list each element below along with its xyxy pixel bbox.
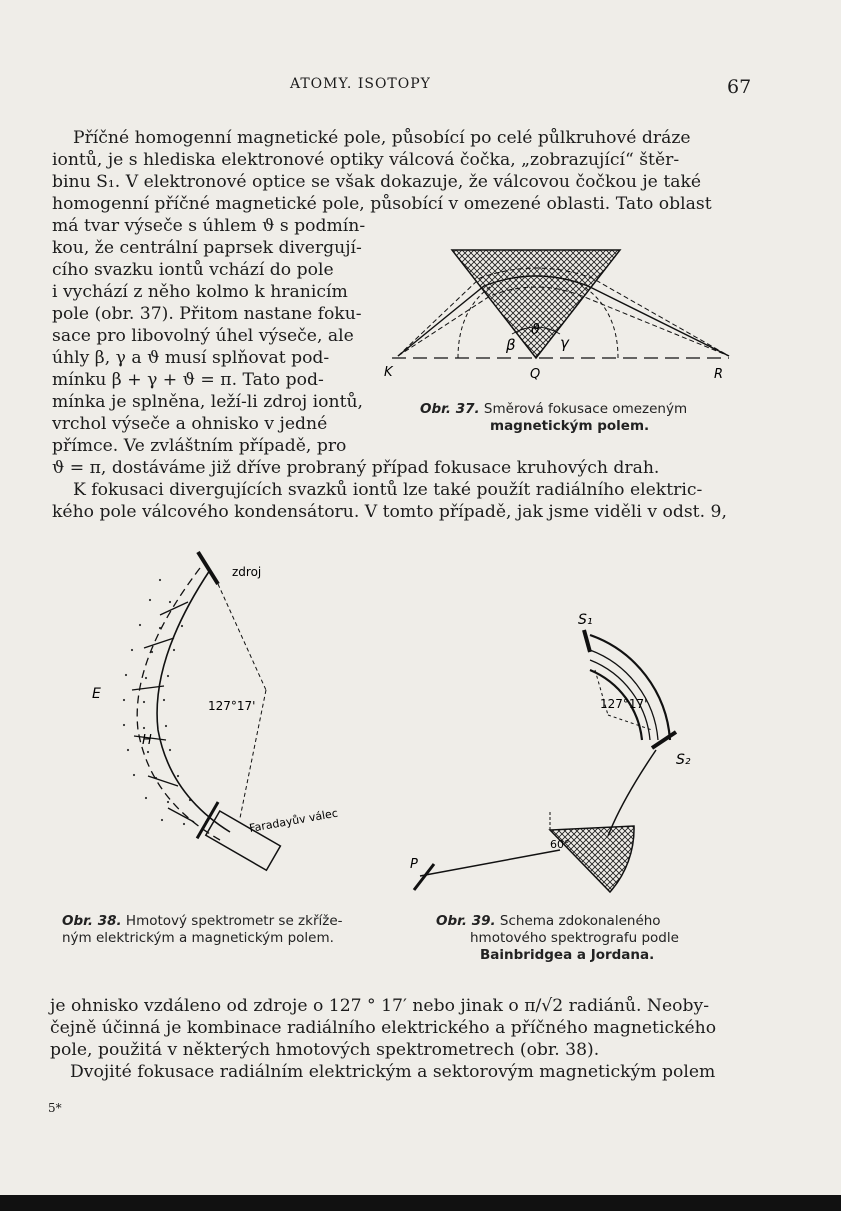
text-line: i vychází z něho kolmo k hranicím [52, 282, 348, 302]
figure-38-caption [62, 913, 343, 930]
label-angle: 127°17' [600, 697, 648, 711]
faraday-cup [197, 802, 284, 876]
text-line: sace pro libovolný úhel výseče, ale [52, 326, 354, 346]
figure-38-diagram [90, 540, 380, 895]
text-line: kou, že centrální paprsek divergují- [52, 238, 362, 258]
label-faraday-cup: Faradayův válec [248, 806, 339, 835]
figure-38-caption-line2: ným elektrickým a magnetickým polem. [62, 930, 334, 946]
label-source: zdroj [232, 565, 262, 579]
text-line: kého pole válcového kondensátoru. V tomto případě, jak jsme viděli v odst. 9, [52, 502, 727, 522]
signature-mark: 5* [48, 1101, 62, 1115]
text-line: má tvar výseče s úhlem ϑ s podmín- [52, 216, 366, 236]
text-line: přímce. Ve zvláštním případě, pro [52, 436, 347, 456]
source-slit [198, 552, 218, 584]
label-S2: S₂ [676, 752, 691, 768]
ion-beam [420, 850, 560, 876]
caption-label: Obr. 37. [420, 401, 480, 417]
text-line: Dvojité fokusace radiálním elektrickým a sektorovým magnetickým polem [70, 1062, 716, 1082]
label-K: K [384, 365, 393, 380]
label-Q: Q [530, 367, 541, 382]
label-angle: 127°17' [208, 699, 256, 713]
caption-text: Hmotový spektrometr se zkříže- [125, 913, 343, 929]
label-P: P [410, 857, 418, 872]
condenser-plate [590, 635, 670, 740]
text-line: mínku β + γ + ϑ = π. Tato pod- [52, 370, 324, 390]
field-tick [168, 808, 194, 822]
label-gamma: γ [560, 334, 569, 352]
text-line: je ohnisko vzdáleno od zdroje o 127 ° 17′ nebo jinak o π/√2 radiánů. Neoby- [50, 996, 710, 1016]
field-tick [148, 776, 178, 786]
figure-37-caption-line2: magnetickým polem. [490, 418, 650, 434]
text-line: mínka je splněna, leží-li zdroj iontů, [52, 392, 364, 412]
label-H: H [142, 733, 152, 748]
ion-beam [608, 750, 656, 836]
label-S1: S₁ [578, 612, 593, 628]
text-line: cího svazku iontů vchází do pole [52, 260, 334, 280]
slit-S1 [584, 630, 590, 652]
scan-border [0, 1195, 841, 1211]
slit-S2 [652, 732, 676, 748]
figure-39-caption [436, 913, 661, 930]
running-header: ATOMY. ISOTOPY [290, 76, 431, 92]
caption-text: Směrová fokusace omezeným [483, 401, 688, 417]
text-line: homogenní příčné magnetické pole, působící v omezené oblasti. Tato oblast [52, 194, 712, 214]
text-line: čejně účinná je kombinace radiálního elektrického a příčného magnetického [50, 1018, 717, 1038]
text-line: K fokusaci divergujících svazků iontů lze také použít radiálního elektric- [73, 480, 703, 500]
caption-text: Schema zdokonaleného [499, 913, 661, 929]
caption-label: Obr. 39. [436, 913, 496, 929]
figure-37-diagram [384, 238, 744, 388]
figure-39-caption-line2: hmotového spektrografu podle [470, 930, 679, 946]
figure-37-caption [420, 401, 687, 418]
construction-line [218, 584, 266, 690]
magnetic-sector [452, 250, 620, 358]
text-line: ϑ = π, dostáváme již dříve probraný případ fokusace kruhových drah. [52, 458, 660, 478]
text-line: vrchol výseče a ohnisko v jedné [52, 414, 328, 434]
label-angle60: 60° [550, 838, 570, 851]
figure-39-diagram [400, 600, 720, 900]
magnetic-sector [550, 826, 634, 892]
label-E: E [92, 686, 101, 702]
page-number: 67 [727, 76, 752, 98]
text-line: pole (obr. 37). Přitom nastane foku- [52, 304, 362, 324]
text-line: Příčné homogenní magnetické pole, působící po celé půlkruhové dráze [73, 128, 691, 148]
text-line: iontů, je s hlediska elektronové optiky válcová čočka, „zobrazující“ štěr- [52, 150, 680, 170]
text-line: úhly β, γ a ϑ musí splňovat pod- [52, 348, 330, 368]
text-line: binu S₁. V elektronové optice se však dokazuje, že válcovou čočkou je také [52, 172, 702, 192]
dotted-field-region [123, 579, 207, 825]
label-theta: ϑ [531, 322, 540, 338]
caption-label: Obr. 38. [62, 913, 122, 929]
label-beta: β [506, 336, 516, 354]
label-R: R [714, 367, 724, 382]
text-line: pole, použitá v některých hmotových spektrometrech (obr. 38). [50, 1040, 600, 1060]
figure-39-caption-line3: Bainbridgea a Jordana. [480, 947, 655, 963]
